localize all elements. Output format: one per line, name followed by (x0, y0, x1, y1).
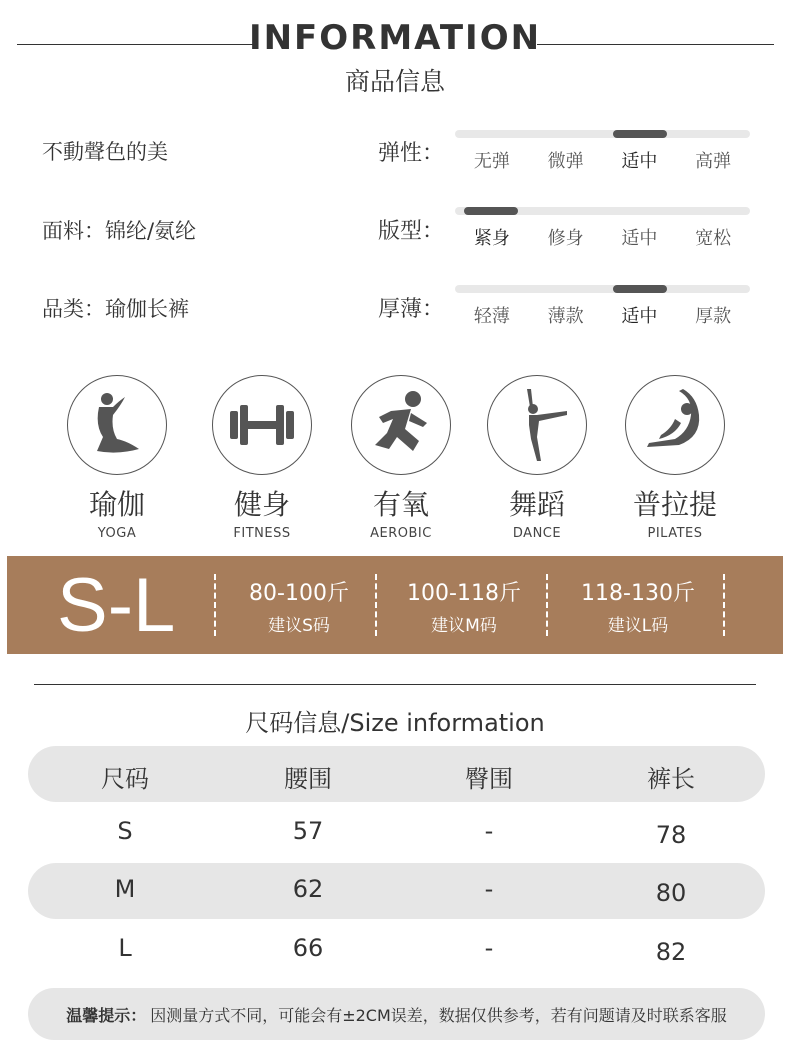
size-info-title: 尺码信息/Size information (245, 709, 545, 737)
table-cell: L (118, 934, 132, 962)
sport-label-cn: 舞蹈 (508, 488, 565, 521)
table-cell: 82 (655, 938, 687, 966)
recommendation-l (555, 576, 721, 636)
table-cell: M (114, 875, 136, 903)
option-label: 修身 (547, 228, 584, 249)
sport-label-en: AEROBIC (370, 526, 432, 541)
table-cell: 57 (292, 817, 324, 845)
option-label: 厚款 (695, 306, 732, 327)
sport-label-en: YOGA (97, 526, 137, 541)
sport-label-cn: 普拉提 (632, 488, 717, 521)
weight-range: 100-118斤 (407, 581, 521, 606)
thickness-indicator (613, 285, 667, 293)
weight-range: 80-100斤 (249, 581, 349, 606)
size-banner (7, 556, 783, 654)
table-cell: 66 (292, 934, 324, 962)
sport-dance (467, 375, 607, 541)
table-row (28, 863, 765, 919)
thickness-track (455, 285, 750, 293)
option-label-selected: 紧身 (473, 228, 510, 249)
dumbbell-icon (212, 375, 312, 475)
option-label: 适中 (621, 228, 658, 249)
banner-divider (214, 574, 216, 636)
pilates-pose-icon (625, 375, 725, 475)
table-cell: - (484, 934, 494, 962)
sport-yoga (47, 375, 187, 541)
running-figure-icon (351, 375, 451, 475)
option-label: 宽松 (695, 228, 732, 249)
thickness-options (455, 302, 750, 328)
sport-label-cn: 瑜伽 (88, 488, 145, 521)
thickness-label: 厚薄： (378, 297, 445, 322)
category-info: 品类：瑜伽长裤 (42, 297, 189, 321)
table-header-row (28, 746, 765, 802)
option-label: 高弹 (695, 151, 732, 172)
option-label: 微弹 (547, 151, 584, 172)
banner-divider (546, 574, 548, 636)
header-title-en: INFORMATION (248, 18, 542, 58)
sport-fitness (192, 375, 332, 541)
option-label-selected: 适中 (621, 151, 658, 172)
size-divider-line (34, 684, 756, 685)
table-header-cell: 裤长 (647, 765, 695, 793)
option-label: 薄款 (547, 306, 584, 327)
fabric-info: 面料：锦纶/氨纶 (42, 219, 197, 243)
size-range: S-L (57, 563, 176, 648)
sport-label-en: FITNESS (233, 526, 291, 541)
fit-track (455, 207, 750, 215)
fit-options (455, 224, 750, 250)
sport-label-en: PILATES (647, 526, 703, 541)
note-label: 温馨提示： (66, 1005, 147, 1025)
table-cell: 78 (655, 821, 687, 849)
sport-label-cn: 有氧 (372, 488, 429, 521)
elasticity-options (455, 147, 750, 173)
sport-aerobic (331, 375, 471, 541)
measurement-note (28, 988, 765, 1040)
table-header-cell: 臀围 (465, 765, 513, 793)
sport-label-cn: 健身 (233, 488, 290, 521)
size-suggestion: 建议M码 (431, 616, 497, 636)
table-row (28, 922, 765, 978)
elasticity-track (455, 130, 750, 138)
slogan: 不動聲色的美 (42, 140, 168, 164)
recommendation-m (383, 576, 545, 636)
elasticity-label: 弹性： (378, 141, 445, 166)
table-cell: S (117, 817, 133, 845)
table-cell: 80 (655, 879, 687, 907)
banner-divider (723, 574, 725, 636)
fit-label: 版型： (378, 219, 445, 244)
option-label: 轻薄 (473, 306, 510, 327)
weight-range: 118-130斤 (581, 581, 695, 606)
sport-label-en: DANCE (512, 526, 562, 541)
option-label: 无弹 (473, 151, 510, 172)
fit-indicator (464, 207, 518, 215)
sport-pilates (605, 375, 745, 541)
yoga-pose-icon (67, 375, 167, 475)
note-text: 因测量方式不同，可能会有±2CM误差，数据仅供参考，若有问题请及时联系客服 (150, 1005, 727, 1025)
table-cell: - (484, 817, 494, 845)
table-row (28, 805, 765, 861)
header-title-cn: 商品信息 (344, 67, 445, 96)
table-cell: 62 (292, 875, 324, 903)
size-suggestion: 建议L码 (607, 616, 669, 636)
dancer-icon (487, 375, 587, 475)
table-header-cell: 腰围 (284, 765, 332, 793)
recommendation-s (224, 576, 374, 636)
banner-divider (375, 574, 377, 636)
table-header-cell: 尺码 (101, 765, 149, 793)
option-label-selected: 适中 (621, 306, 658, 327)
size-suggestion: 建议S码 (268, 616, 330, 636)
elasticity-indicator (613, 130, 667, 138)
table-cell: - (484, 875, 494, 903)
